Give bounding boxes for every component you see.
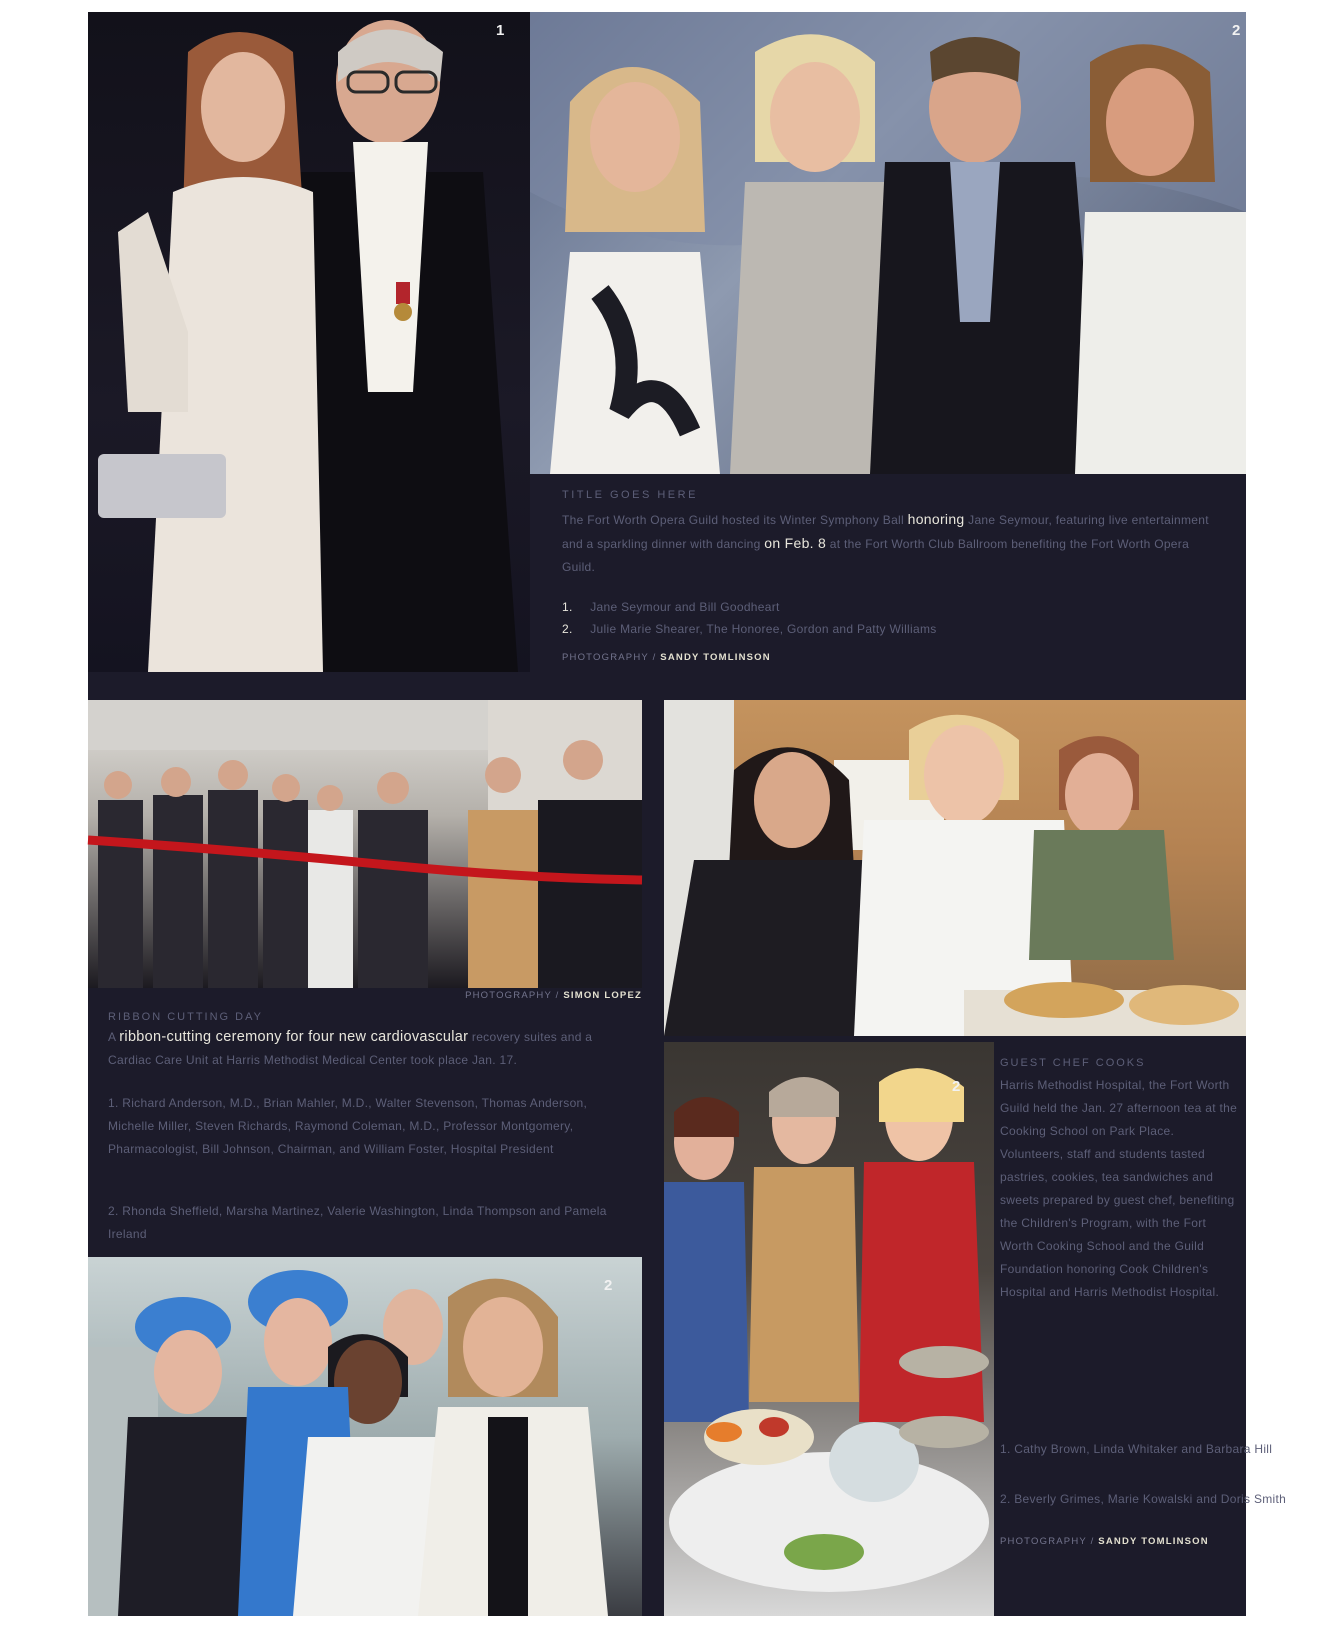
ribbon-body: A ribbon-cutting ceremony for four new cardiovascular recovery suites and a Cardiac Care Unit at Harris Methodist Medical Center took place Jan. 17. [108, 1029, 593, 1067]
hospital-staff-photo [88, 1257, 642, 1616]
ribbon-names-2: 2. Rhonda Sheffield, Marsha Martinez, Valerie Washington, Linda Thompson and Pamela Ireland [108, 1204, 607, 1241]
kitchen-chef-photo [664, 700, 1246, 1036]
gala-photo-1 [88, 12, 530, 672]
hospital-staff-illustration [88, 1257, 642, 1616]
tea-names-1: 1. Cathy Brown, Linda Whitaker and Barbara Hill [1000, 1442, 1273, 1456]
ribbon-photo-credit: PHOTOGRAPHY / SIMON LOPEZ [465, 990, 642, 1001]
photo-number: 2 [604, 1277, 613, 1294]
ribbon-names-1: 1. Richard Anderson, M.D., Brian Mahler, M.D., Walter Stevenson, Thomas Anderson, Michelle Miller, Steven Richards, Raymond Coleman, M.D., Professor Montgomery, Pharmacologist, Bill Johnson, Chairman, and William Foster, Hospital President [108, 1096, 588, 1156]
ribbon-highlight: ribbon-cutting ceremony for four new cardiovascular [119, 1029, 469, 1045]
gala-photo-credit: PHOTOGRAPHY / SANDY TOMLINSON [562, 652, 771, 663]
tea-party-photo [664, 1042, 994, 1616]
gala-heading: TITLE GOES HERE [562, 489, 698, 501]
gala-highlight-date: on Feb. 8 [764, 535, 827, 551]
tea-caption-column [1000, 1052, 1287, 1616]
photo-number: 2 [1232, 22, 1241, 39]
gala-group-illustration [530, 12, 1246, 474]
tea-body: Harris Methodist Hospital, the Fort Worth Guild held the Jan. 27 afternoon tea at the Cooking School on Park Place. Volunteers, staff and students tasted pastries, cookies, tea sandwiches and sweets prepared by guest chef, benefiting the Children's Program, with the Fort Worth Cooking School and the Guild Foundation honoring Cook Children's Hospital and Harris Methodist Hospital. [1000, 1078, 1238, 1299]
gala-names-1: 1. Jane Seymour and Bill Goodheart [562, 600, 780, 614]
gala-highlight-honoring: honoring [907, 511, 965, 527]
gala-body: The Fort Worth Opera Guild hosted its Winter Symphony Ball honoring Jane Seymour, featuring live entertainment and a sparkling dinner with dancing on Feb. 8 at the Fort Worth Club Ballroom benefiting the Fort Worth Opera Guild. [562, 511, 1209, 574]
ribbon-cutting-illustration [88, 700, 642, 988]
magazine-spread [88, 12, 1287, 1616]
photo-number: 2 [952, 1078, 961, 1095]
tea-party-illustration [664, 1042, 994, 1616]
tea-photo-credit: PHOTOGRAPHY / SANDY TOMLINSON [1000, 1536, 1209, 1547]
gala-couple-illustration [88, 12, 530, 672]
tea-names-2: 2. Beverly Grimes, Marie Kowalski and Doris Smith [1000, 1492, 1287, 1506]
ribbon-cutting-photo [88, 700, 642, 988]
gala-names-2: 2. Julie Marie Shearer, The Honoree, Gordon and Patty Williams [562, 622, 937, 636]
gala-photo-2 [530, 12, 1246, 474]
photo-number: 1 [496, 22, 505, 39]
kitchen-chef-illustration [664, 700, 1246, 1036]
ribbon-heading: RIBBON CUTTING DAY [108, 1011, 263, 1023]
tea-heading: GUEST CHEF COOKS [1000, 1057, 1146, 1069]
